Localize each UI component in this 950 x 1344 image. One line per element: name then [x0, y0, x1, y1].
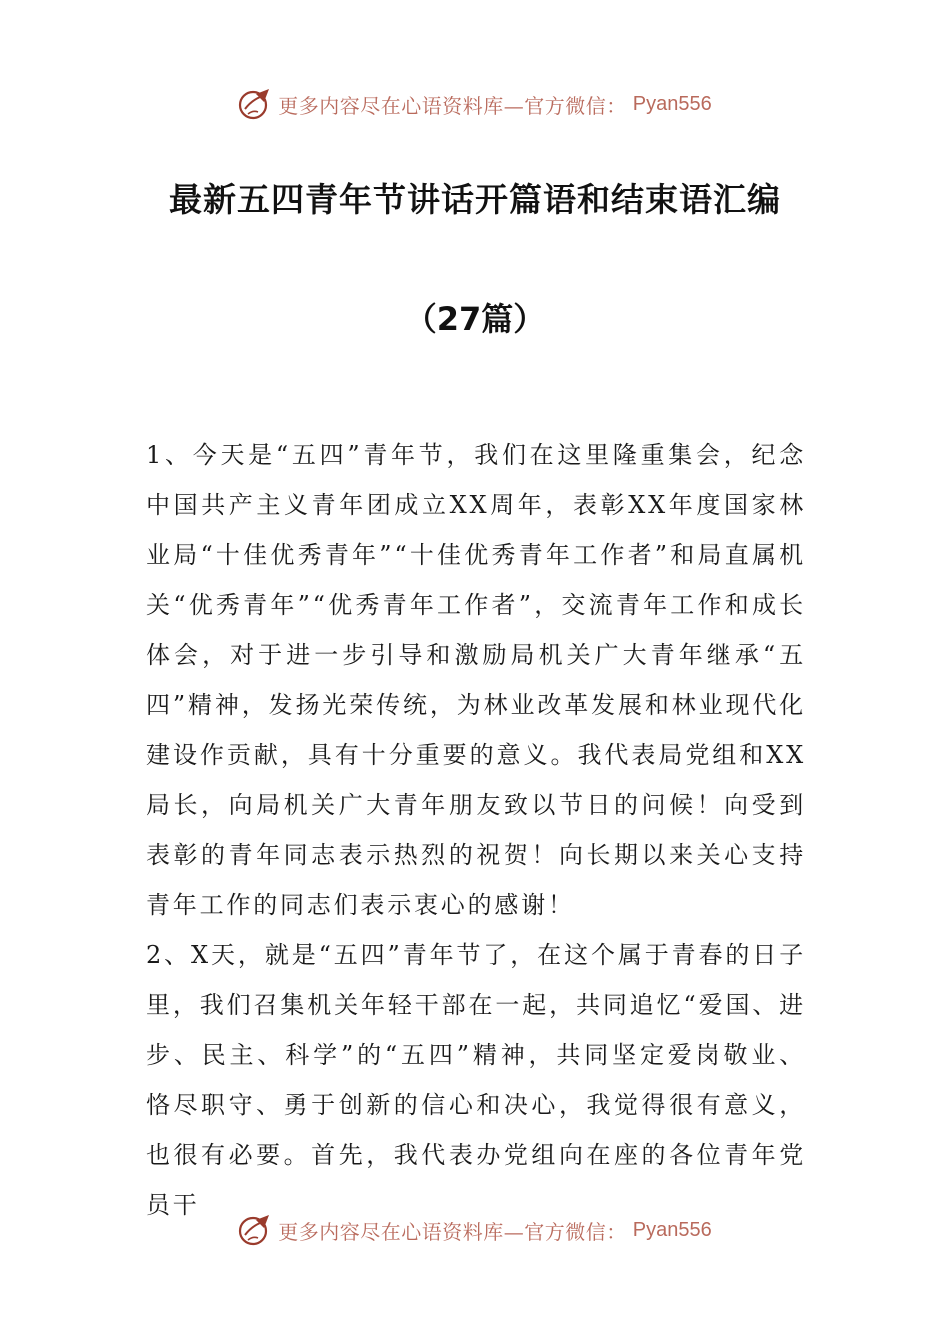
- footer-banner: [0, 1210, 950, 1250]
- document-title: 最新五四青年节讲话开篇语和结束语汇编: [169, 180, 781, 219]
- header-banner-text: 更多内容尽在心语资料库—官方微信：: [278, 93, 627, 118]
- pen-circle-icon: [238, 1213, 272, 1247]
- paragraph-2: 2、X天，就是“五四”青年节了，在这个属于青春的日子里，我们召集机关年轻干部在一起，共同追忆“爱国、进步、民主、科学”的“五四”精神，共同坚定爱岗敬业、恪尽职守、勇于创新的信心和决心，我觉得很有意义，也很有必要。首先，我代表办党组向在座的各位青年党员干: [146, 941, 806, 1219]
- footer-wechat-id: Pyan556: [632, 1218, 712, 1241]
- header-wechat-id: Pyan556: [632, 92, 712, 115]
- pen-circle-icon: [238, 87, 272, 121]
- footer-banner-text: 更多内容尽在心语资料库—官方微信：: [278, 1219, 627, 1244]
- header-banner: [0, 84, 950, 124]
- document-subtitle: （27篇）: [404, 300, 546, 338]
- document-body: [146, 430, 806, 1230]
- paragraph-1: 1、今天是“五四”青年节，我们在这里隆重集会，纪念中国共产主义青年团成立XX周年，表彰XX年度国家林业局“十佳优秀青年”“十佳优秀青年工作者”和局直属机关“优秀青年”“优秀青年工作者”，交流青年工作和成长体会，对于进一步引导和激励局机关广大青年继承“五四”精神，发扬光荣传统，为林业改革发展和林业现代化建设作贡献，具有十分重要的意义。我代表局党组和XX局长，向局机关广大青年朋友致以节日的问候！向受到表彰的青年同志表示热烈的祝贺！向长期以来关心支持青年工作的同志们表示衷心的感谢！: [146, 441, 806, 919]
